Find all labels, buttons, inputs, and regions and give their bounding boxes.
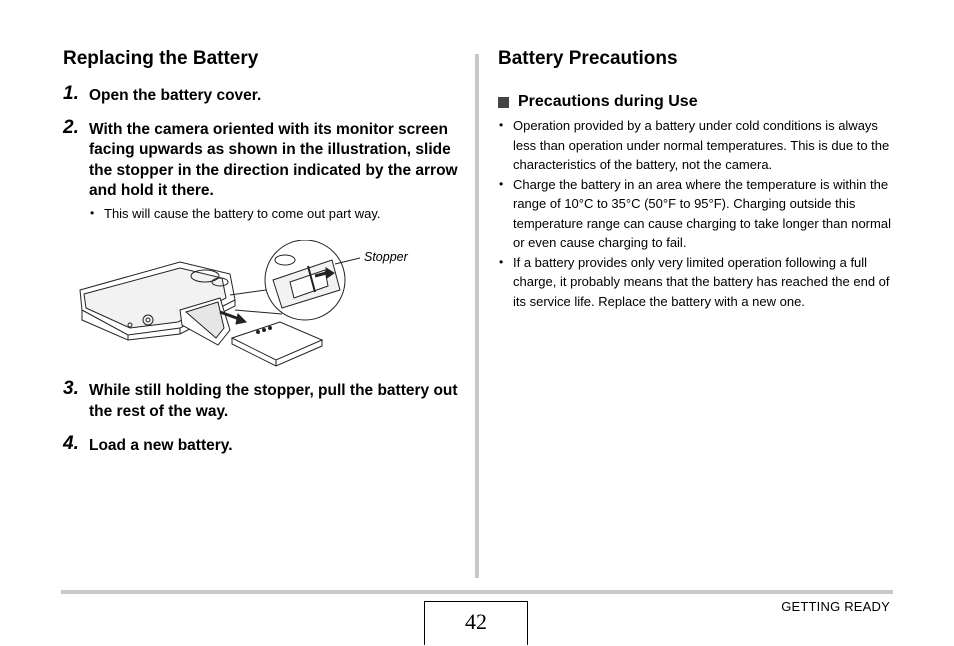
square-bullet-icon: [498, 97, 509, 108]
column-divider: [475, 54, 479, 578]
precaution-item: • Charge the battery in an area where the temperature is within the range of 10°C to 35°C (50°F to 95°F). Charging outside this temperature range can cause charging to take longer than normal or even cause charging to fail.: [498, 175, 898, 253]
step-3: [63, 378, 463, 422]
step-2-number: 2.: [63, 116, 79, 138]
battery-precautions-title: Battery Precautions: [498, 48, 678, 69]
step-4: [63, 433, 463, 457]
precautions-subheading-text: Precautions during Use: [518, 93, 698, 110]
step-3-text: While still holding the stopper, pull the battery out the rest of the way.: [89, 382, 458, 420]
step-1: [63, 83, 463, 107]
step-1-number: 1.: [63, 83, 79, 104]
page-number: 42: [424, 601, 528, 645]
left-column: [63, 46, 463, 223]
step-2-note: • This will cause the battery to come out part way.: [89, 204, 463, 224]
precautions-list: [498, 116, 898, 311]
precaution-item: • If a battery provides only very limited operation following a full charge, it probably means that the battery has reached the end of its service life. Replace the battery with a new one.: [498, 253, 898, 312]
left-column-lower: [63, 378, 463, 457]
stopper-label: Stopper: [364, 250, 408, 264]
right-column: [498, 46, 898, 311]
step-4-text: Load a new battery.: [89, 437, 233, 454]
section-name: GETTING READY: [781, 599, 890, 614]
step-1-text: Open the battery cover.: [89, 87, 262, 104]
replacing-battery-title: Replacing the Battery: [63, 48, 259, 69]
step-2: [63, 116, 463, 202]
step-3-number: 3.: [63, 378, 79, 399]
precautions-subheading: [498, 92, 898, 112]
step-4-number: 4.: [63, 433, 79, 454]
footer-rule: [61, 590, 893, 594]
step-2-text: With the camera oriented with its monitor screen facing upwards as shown in the illustration, slide the stopper in the direction indicated by the arrow and hold it there.: [89, 120, 458, 199]
precaution-item: • Operation provided by a battery under cold conditions is always less than operation under normal temperatures. This is due to the characteristics of the battery, not the camera.: [498, 116, 898, 175]
